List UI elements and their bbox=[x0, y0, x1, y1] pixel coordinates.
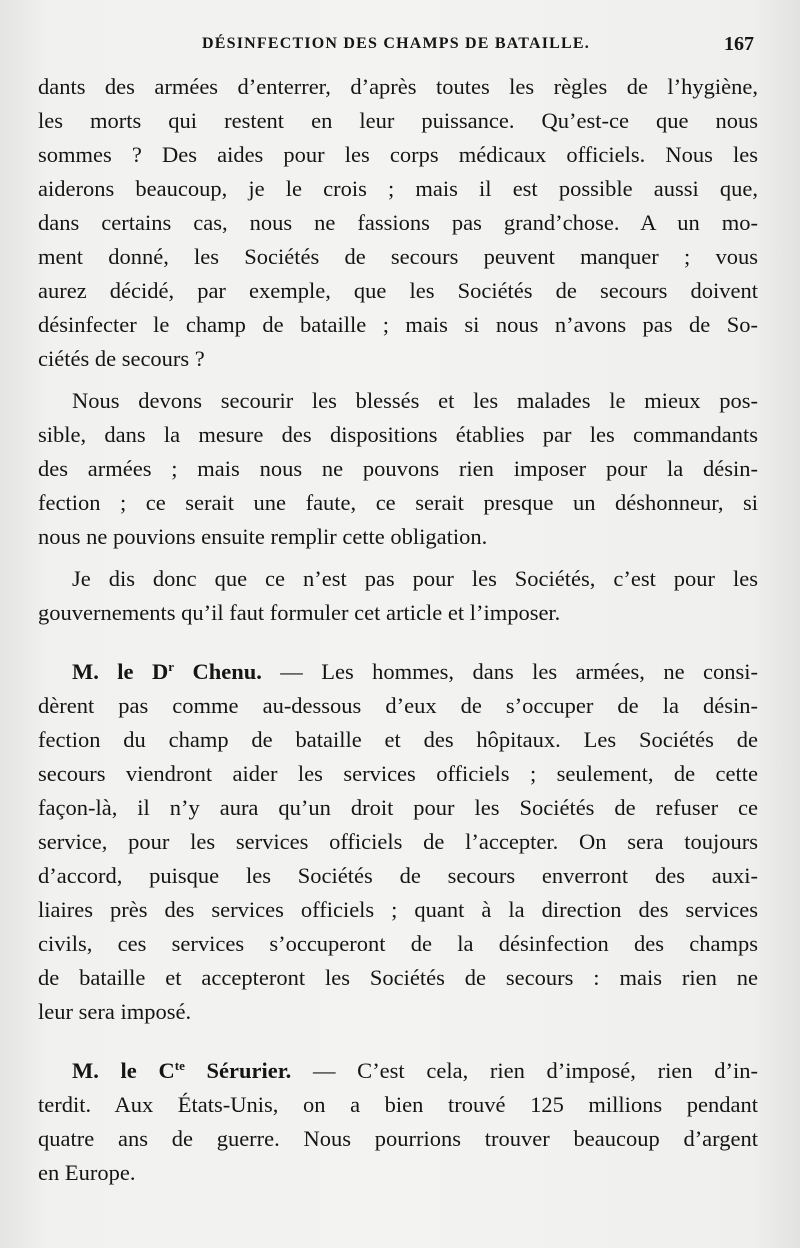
speaker-name: Chenu. bbox=[174, 659, 262, 684]
text-line: quatre ans de guerre. Nous pourrions trouver beaucoup d’argent bbox=[38, 1126, 758, 1151]
speaker-label bbox=[72, 1058, 291, 1083]
paragraph-2 bbox=[38, 384, 758, 554]
speech-text: — Les hommes, dans les armées, ne consi- bbox=[261, 659, 758, 684]
text-line: en Europe. bbox=[38, 1160, 136, 1185]
text-line: désinfecter le champ de bataille ; mais si nous n’avons pas de So- bbox=[38, 312, 758, 337]
text-line: gouvernements qu’il faut formuler cet article et l’imposer. bbox=[38, 600, 561, 625]
page-number: 167 bbox=[724, 33, 754, 55]
paragraph-chenu bbox=[38, 655, 758, 1029]
text-line: sommes ? Des aides pour les corps médicaux officiels. Nous les bbox=[38, 142, 758, 167]
text-line: ciétés de secours ? bbox=[38, 346, 205, 371]
text-line: ment donné, les Sociétés de secours peuvent manquer ; vous bbox=[38, 244, 758, 269]
paragraph-gap bbox=[38, 554, 758, 562]
paragraph-1 bbox=[38, 70, 758, 376]
text-line: civils, ces services s’occuperont de la désinfection des champs bbox=[38, 931, 758, 956]
paragraph-serurier bbox=[38, 1054, 758, 1190]
text-line: dèrent pas comme au-dessous d’eux de s’occuper de la désin- bbox=[38, 693, 758, 718]
text-line: leur sera imposé. bbox=[38, 999, 192, 1024]
text-line: façon-là, il n’y aura qu’un droit pour les Sociétés de refuser ce bbox=[38, 795, 758, 820]
text-line: terdit. Aux États-Unis, on a bien trouvé 125 millions pendant bbox=[38, 1092, 758, 1117]
text-line: nous ne pouvions ensuite remplir cette obligation. bbox=[38, 524, 488, 549]
paragraph-gap bbox=[38, 1029, 758, 1054]
speaker-label bbox=[72, 659, 262, 684]
speaker-title: M. le C bbox=[72, 1058, 175, 1083]
text-line: aiderons beaucoup, je le crois ; mais il est possible aussi que, bbox=[38, 176, 758, 201]
speaker-name: Sérurier. bbox=[184, 1058, 292, 1083]
text-line: Je dis donc que ce n’est pas pour les Sociétés, c’est pour les bbox=[72, 566, 758, 591]
paragraph-3 bbox=[38, 562, 758, 630]
text-line: liaires près des services officiels ; quant à la direction des services bbox=[38, 897, 758, 922]
text-line: dans certains cas, nous ne fassions pas grand’chose. A un mo- bbox=[38, 210, 758, 235]
text-line: Nous devons secourir les blessés et les malades le mieux pos- bbox=[72, 388, 758, 413]
speech-text: — C’est cela, rien d’imposé, rien d’in- bbox=[291, 1058, 759, 1083]
text-line: dants des armées d’enterrer, d’après toutes les règles de l’hygiène, bbox=[38, 74, 758, 99]
text-line: d’accord, puisque les Sociétés de secours enverront des auxi- bbox=[38, 863, 758, 888]
speech-first-line bbox=[38, 1054, 758, 1088]
paragraph-gap bbox=[38, 376, 758, 384]
text-line: secours viendront aider les services officiels ; seulement, de cette bbox=[38, 761, 758, 786]
page-body bbox=[38, 70, 758, 1190]
text-line: des armées ; mais nous ne pouvons rien imposer pour la désin- bbox=[38, 456, 758, 481]
text-line: fection ; ce serait une faute, ce serait presque un déshonneur, si bbox=[38, 490, 758, 515]
text-line: de bataille et accepteront les Sociétés de secours : mais rien ne bbox=[38, 965, 758, 990]
speaker-title-superscript: r bbox=[168, 659, 175, 674]
text-line: fection du champ de bataille et des hôpitaux. Les Sociétés de bbox=[38, 727, 758, 752]
speaker-title: M. le D bbox=[72, 659, 169, 684]
text-line: les morts qui restent en leur puissance. Qu’est-ce que nous bbox=[38, 108, 758, 133]
text-line: aurez décidé, par exemple, que les Sociétés de secours doivent bbox=[38, 278, 758, 303]
running-title: DÉSINFECTION DES CHAMPS DE BATAILLE. bbox=[201, 35, 590, 52]
text-line: service, pour les services officiels de l’accepter. On sera toujours bbox=[38, 829, 758, 854]
speaker-title-superscript: te bbox=[174, 1058, 185, 1073]
paragraph-gap bbox=[38, 630, 758, 655]
running-head bbox=[38, 33, 754, 57]
text-line: sible, dans la mesure des dispositions établies par les commandants bbox=[38, 422, 758, 447]
speech-first-line bbox=[38, 655, 758, 689]
